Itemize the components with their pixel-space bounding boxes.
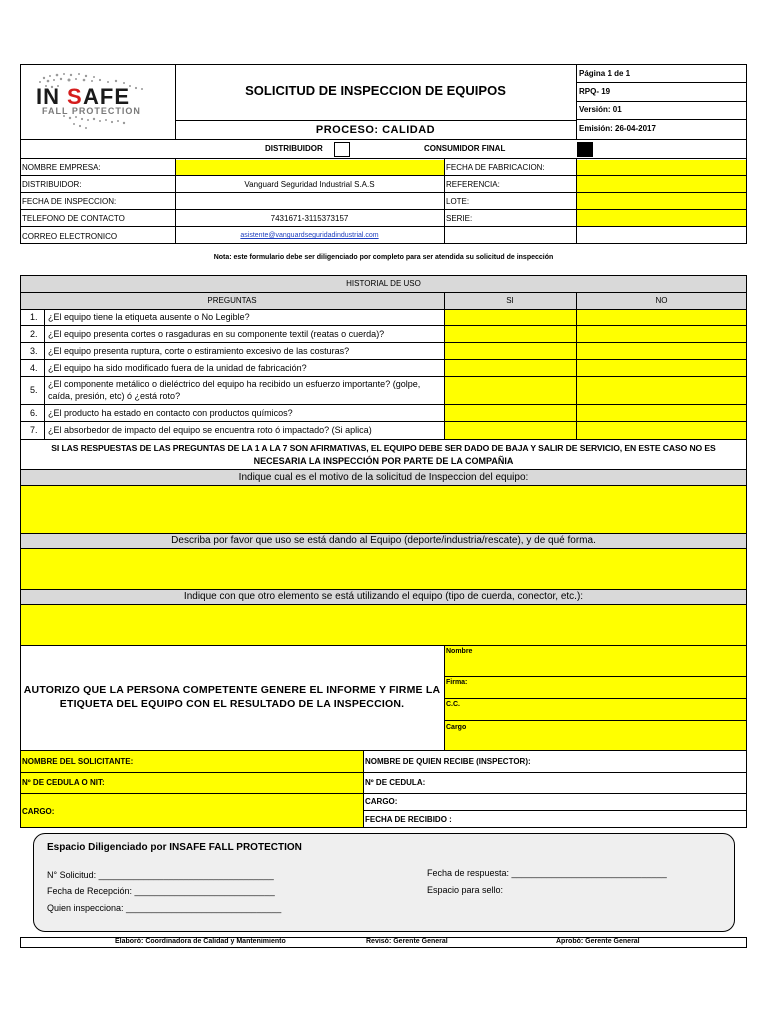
other-element-field[interactable] bbox=[20, 604, 747, 646]
inspector-id-label: Nº DE CEDULA: bbox=[365, 778, 426, 787]
company-name-field[interactable] bbox=[176, 160, 444, 175]
doc-code: RPQ- 19 bbox=[579, 87, 611, 96]
question-text: ¿El componente metálico o dieléctrico del equipo ha recibido un esfuerzo importante? (golpe, bbox=[48, 379, 421, 389]
email-value[interactable]: asistente@vanguardseguridadindustrial.com bbox=[240, 232, 379, 239]
answer-no-2[interactable] bbox=[577, 326, 746, 342]
company-name-label: NOMBRE EMPRESA: bbox=[22, 163, 101, 172]
process-label: PROCESO: CALIDAD bbox=[315, 124, 436, 136]
question-number: 4. bbox=[30, 363, 38, 373]
answer-no-5[interactable] bbox=[577, 377, 746, 404]
reference-label: REFERENCIA: bbox=[446, 180, 500, 189]
question-text: ¿El equipo tiene la etiqueta ausente o No Legible? bbox=[48, 312, 250, 322]
warning-text-line2: NECESARIA LA INSPECCIÓN POR PARTE DE LA COMPAÑIA bbox=[253, 456, 514, 466]
question-text: ¿El equipo presenta ruptura, corte o estiramiento excesivo de las costuras? bbox=[48, 346, 350, 356]
svg-text:FALL PROTECTION: FALL PROTECTION bbox=[42, 106, 141, 116]
distributor-option-label: DISTRIBUIDOR bbox=[265, 144, 323, 153]
question-number: 2. bbox=[30, 329, 38, 339]
competent-signature-field[interactable] bbox=[445, 677, 746, 698]
form-title: SOLICITUD DE INSPECCION DE EQUIPOS bbox=[245, 83, 506, 98]
usage-field[interactable] bbox=[20, 548, 747, 590]
other-element-prompt: Indique con que otro elemento se está utilizando el equipo (tipo de cuerda, conector, etc.): bbox=[183, 591, 584, 602]
email-label: CORREO ELECTRONICO bbox=[22, 232, 118, 241]
manufacture-date-label: FECHA DE FABRICACION: bbox=[446, 163, 545, 172]
manufacture-date-field[interactable] bbox=[577, 160, 746, 175]
reason-field[interactable] bbox=[20, 485, 747, 534]
answer-yes-2[interactable] bbox=[445, 326, 576, 342]
authorization-text-line2: ETIQUETA DEL EQUIPO CON EL RESULTADO DE LA INSPECCION. bbox=[59, 698, 405, 710]
final-consumer-option-label: CONSUMIDOR FINAL bbox=[424, 144, 506, 153]
requester-id-label: Nº DE CEDULA O NIT: bbox=[22, 778, 105, 787]
distributor-label: DISTRIBUIDOR: bbox=[22, 180, 82, 189]
company-logo bbox=[24, 68, 172, 134]
question-number: 3. bbox=[30, 346, 38, 356]
answer-no-6[interactable] bbox=[577, 405, 746, 421]
answer-yes-7[interactable] bbox=[445, 422, 576, 439]
questions-column-header: PREGUNTAS bbox=[207, 296, 257, 305]
phone-value: 7431671-3115373157 bbox=[270, 214, 349, 223]
final-consumer-checkbox[interactable] bbox=[577, 142, 593, 157]
footer-reviewed-by: Revisó: Gerente General bbox=[366, 938, 448, 945]
answer-no-3[interactable] bbox=[577, 343, 746, 359]
answer-yes-4[interactable] bbox=[445, 360, 576, 376]
distributor-value: Vanguard Seguridad Industrial S.A.S bbox=[244, 180, 375, 189]
question-number: 1. bbox=[30, 312, 38, 322]
question-text: ¿El equipo ha sido modificado fuera de la unidad de fabricación? bbox=[48, 363, 307, 373]
requester-position-label: CARGO: bbox=[22, 807, 55, 816]
answer-no-7[interactable] bbox=[577, 422, 746, 439]
inspection-date-label: FECHA DE INSPECCION: bbox=[22, 197, 117, 206]
page-number: Página 1 de 1 bbox=[579, 69, 631, 78]
requester-position-field[interactable] bbox=[21, 794, 363, 827]
lot-label: LOTE: bbox=[446, 197, 470, 206]
competent-signature-label: Firma: bbox=[446, 679, 468, 686]
phone-label: TELEFONO DE CONTACTO bbox=[22, 214, 125, 223]
client-type-row bbox=[20, 140, 747, 159]
reception-date-line: Fecha de Recepción: ____________________________ bbox=[47, 886, 275, 896]
question-text-continued: caída, presión, etc) ó ¿está roto? bbox=[48, 391, 181, 401]
question-number: 6. bbox=[30, 408, 38, 418]
competent-id-label: C.C. bbox=[446, 701, 460, 708]
reason-prompt: Indique cual es el motivo de la solicitud de Inspeccion del equipo: bbox=[238, 472, 529, 483]
answer-yes-5[interactable] bbox=[445, 377, 576, 404]
seal-space-label: Espacio para sello: bbox=[427, 885, 504, 895]
request-number-line: N° Solicitud: ___________________________________ bbox=[47, 870, 274, 880]
answer-yes-1[interactable] bbox=[445, 310, 576, 325]
inspected-by-line: Quien inspecciona: _______________________________ bbox=[47, 903, 282, 913]
no-column-header: NO bbox=[655, 296, 668, 305]
insafe-box-title: Espacio Diligenciado por INSAFE FALL PROTECTION bbox=[47, 842, 302, 853]
inspector-position-label: CARGO: bbox=[365, 797, 398, 806]
competent-position-label: Cargo bbox=[446, 724, 467, 731]
svg-text:IN: IN bbox=[36, 84, 60, 109]
answer-no-4[interactable] bbox=[577, 360, 746, 376]
usage-prompt: Describa por favor que uso se está dando al Equipo (deporte/industria/rescate), y de qué forma. bbox=[171, 535, 596, 546]
response-date-line: Fecha de respuesta: _______________________________ bbox=[427, 868, 667, 878]
received-date-label: FECHA DE RECIBIDO : bbox=[365, 815, 452, 824]
svg-text:S: S bbox=[67, 84, 82, 109]
serial-label: SERIE: bbox=[446, 214, 473, 223]
svg-text:AFE: AFE bbox=[83, 84, 130, 109]
competent-name-label: Nombre bbox=[446, 648, 473, 655]
question-number: 7. bbox=[30, 425, 38, 435]
question-text: ¿El absorbedor de impacto del equipo se encuentra roto ó impactado? (Si aplica) bbox=[48, 425, 372, 435]
competent-position-field[interactable] bbox=[445, 721, 746, 750]
answer-no-1[interactable] bbox=[577, 310, 746, 325]
answer-yes-3[interactable] bbox=[445, 343, 576, 359]
competent-id-field[interactable] bbox=[445, 699, 746, 720]
warning-text-line1: SI LAS RESPUESTAS DE LAS PREGUNTAS DE LA 1 A LA 7 SON AFIRMATIVAS, EL EQUIPO DEBE SER DADO DE BAJA Y SALIR DE SERVICIO, EN ESTE CASO NO ES bbox=[51, 443, 716, 453]
history-title: HISTORIAL DE USO bbox=[346, 279, 421, 288]
yes-column-header: SI bbox=[506, 296, 514, 305]
requester-name-label: NOMBRE DEL SOLICITANTE: bbox=[22, 757, 134, 766]
emission-date: Emisión: 26-04-2017 bbox=[579, 124, 656, 133]
question-text: ¿El producto ha estado en contacto con productos químicos? bbox=[48, 408, 293, 418]
distributor-checkbox[interactable] bbox=[334, 142, 350, 157]
reference-field[interactable] bbox=[577, 176, 746, 192]
question-number: 5. bbox=[30, 385, 38, 395]
authorization-text-line1: AUTORIZO QUE LA PERSONA COMPETENTE GENERE EL INFORME Y FIRME LA bbox=[23, 684, 441, 696]
footer-made-by: Elaboró: Coordinadora de Calidad y Mantenimiento bbox=[115, 938, 286, 945]
answer-yes-6[interactable] bbox=[445, 405, 576, 421]
question-text: ¿El equipo presenta cortes o rasgaduras en su componente textil (reatas o cuerda)? bbox=[48, 329, 385, 339]
footer-approved-by: Aprobó: Gerente General bbox=[556, 938, 640, 945]
lot-field[interactable] bbox=[577, 193, 746, 209]
competent-name-field[interactable] bbox=[445, 646, 746, 676]
form-note: Nota: este formulario debe ser diligenciado por completo para ser atendida su solicitud de inspección bbox=[213, 254, 554, 261]
doc-version: Versión: 01 bbox=[579, 105, 622, 114]
serial-field[interactable] bbox=[577, 210, 746, 226]
inspector-name-label: NOMBRE DE QUIEN RECIBE (INSPECTOR): bbox=[365, 757, 531, 766]
